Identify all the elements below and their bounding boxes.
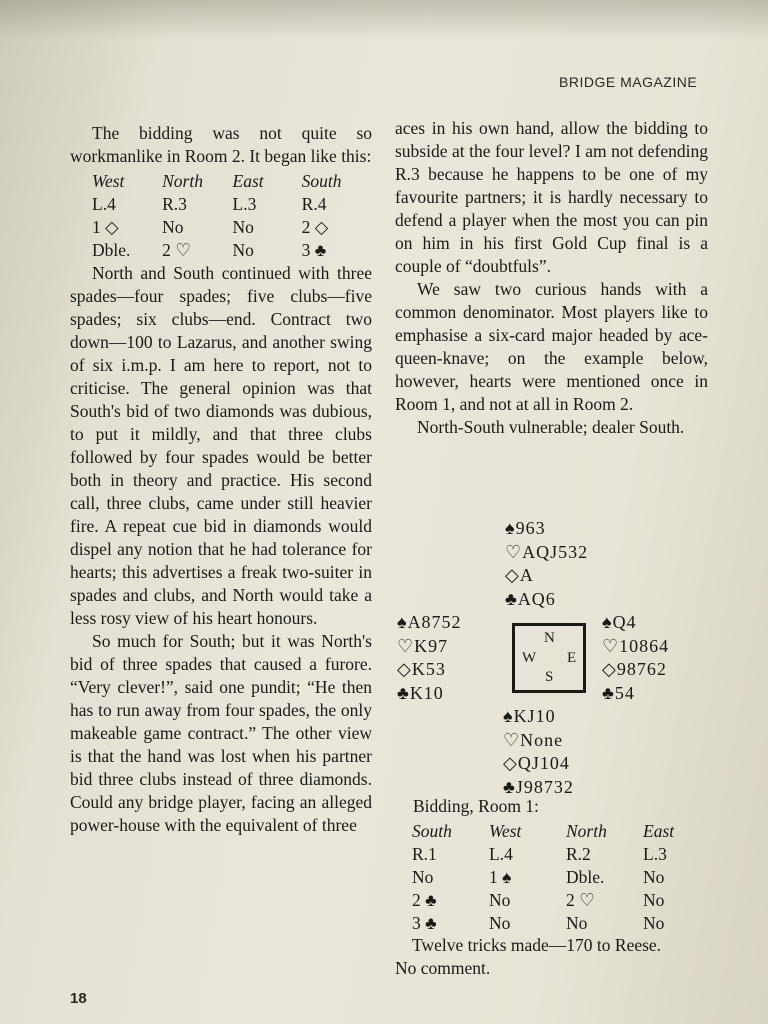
- bid-cell: No: [489, 913, 511, 933]
- closing-line: Twelve tricks made—170 to Reese.: [412, 935, 662, 955]
- south-hand: [503, 705, 574, 799]
- hand-suit: ♡AQJ532: [505, 541, 589, 562]
- east-hand: [602, 611, 669, 705]
- hand-suit: ♣AQ6: [505, 588, 556, 609]
- bid-cell: L.3: [643, 844, 667, 864]
- bid-cell: 3 ♣: [412, 913, 437, 933]
- bid-cell: R.2: [566, 844, 591, 864]
- bid-cell: L.4: [92, 194, 116, 214]
- bid-cell: R.4: [301, 194, 327, 214]
- bid-header: East: [232, 171, 264, 191]
- hand-suit: ◇98762: [602, 659, 667, 679]
- bid-cell: 2 ♣: [412, 890, 437, 910]
- hand-suit: ♡10864: [602, 635, 670, 656]
- bid-cell: R.3: [162, 194, 187, 214]
- bid-cell: 1 ◇: [92, 217, 119, 237]
- hand-suit: ♠KJ10: [503, 706, 556, 726]
- bid-header: West: [489, 821, 522, 841]
- hand-suit: ♠963: [505, 518, 546, 538]
- bid-cell: No: [643, 913, 665, 933]
- intro-paragraph: The bidding was not quite so workmanlike in Room 2. It began like this:: [70, 123, 372, 166]
- closing-line: No comment.: [395, 958, 491, 978]
- bid-cell: No: [232, 217, 254, 237]
- bid-header: East: [643, 821, 675, 841]
- running-header: BRIDGE MAGAZINE: [559, 74, 698, 90]
- bidding-table-room2: [92, 170, 372, 262]
- hand-suit: ♡None: [503, 729, 564, 750]
- bid-cell: No: [643, 890, 665, 910]
- deal-conditions: North-South vulnerable; dealer South.: [417, 417, 685, 437]
- bid-header: West: [92, 171, 125, 191]
- bid-header: North: [162, 171, 203, 191]
- bid-cell: No: [566, 913, 588, 933]
- hand-suit: ♠A8752: [397, 612, 462, 632]
- bid-cell: 3 ♣: [301, 240, 327, 260]
- bid-cell: 2 ♡: [566, 890, 595, 910]
- compass-south: S: [545, 669, 554, 685]
- hand-suit: ♠Q4: [602, 612, 637, 632]
- hand-suit: ◇QJ104: [503, 753, 570, 773]
- page-shadow: [0, 0, 768, 40]
- bid-cell: No: [232, 240, 254, 260]
- bid-cell: Dble.: [566, 867, 605, 887]
- body-paragraph: So much for South; but it was North's bid of three spades that caused a furore. “Very clever!”, said one pundit; “He then has to run away from four spades, the only makeable game contract.” The other view is that the hand was lost when his partner bid three clubs instead of three diamonds. Could any bridge player, facing an alleged power-house with the equivalent of three: [70, 631, 372, 835]
- hand-suit: ♣K10: [397, 682, 444, 703]
- bid-header: North: [566, 821, 607, 841]
- bid-header: South: [412, 821, 452, 841]
- hand-suit: ◇A: [505, 565, 534, 585]
- compass-north: N: [544, 630, 555, 646]
- bid-cell: R.1: [412, 844, 437, 864]
- hand-suit: ♡K97: [397, 635, 449, 656]
- bid-cell: No: [643, 867, 665, 887]
- body-paragraph: We saw two curious hands with a common denominator. Most players like to emphasise a six-card major headed by ace-queen-knave; on the example below, however, hearts were mentioned once in Room 1, and not at all in Room 2.: [395, 279, 708, 414]
- compass-box: [512, 623, 586, 693]
- body-paragraph: North and South continued with three spades—four spades; five clubs—five spades; six clubs—end. Contract two down—100 to Lazarus, and another swing of six i.m.p. I am here to report, not to criticise. The general opinion was that South's bid of two diamonds was dubious, to put it mildly, and that three clubs followed by four spades would be better both in theory and practice. His second call, three clubs, came under still heavier fire. A repeat cue bid in diamonds would dispel any notion that he had tolerance for hearts; this advertises a freak two-suiter in spades and clubs, and North would take a less rosy view of his heart honours.: [70, 263, 372, 628]
- closing-text: [395, 934, 708, 980]
- bidding-table-room1: [412, 820, 720, 935]
- bid-cell: 1 ♠: [489, 867, 512, 887]
- hand-suit: ♣J98732: [503, 776, 574, 797]
- bid-cell: 2 ♡: [162, 240, 191, 260]
- compass-west: W: [522, 650, 537, 666]
- right-column: [395, 117, 708, 439]
- bid-cell: Dble.: [92, 240, 131, 260]
- compass-east: E: [567, 650, 577, 666]
- bid-cell: L.3: [232, 194, 257, 214]
- body-paragraph: aces in his own hand, allow the bidding to subside at the four level? I am not defending R.3 because he happens to be one of my favourite partners; it is hardly necessary to defend a player when the most you can pin on him in his first Gold Cup final is a couple of “doubtfuls”.: [395, 118, 708, 276]
- bid-cell: No: [412, 867, 434, 887]
- left-column: [70, 122, 372, 837]
- west-hand: [397, 611, 462, 705]
- bid-cell: No: [489, 890, 511, 910]
- bid-cell: No: [162, 217, 184, 237]
- bidding-room1-title: Bidding, Room 1:: [413, 796, 539, 816]
- north-hand: [505, 517, 588, 611]
- hand-suit: ♣54: [602, 682, 635, 703]
- bid-header: South: [301, 171, 342, 191]
- hand-suit: ◇K53: [397, 659, 446, 679]
- bid-cell: 2 ◇: [301, 217, 329, 237]
- page-number: 18: [70, 990, 87, 1007]
- bid-cell: L.4: [489, 844, 513, 864]
